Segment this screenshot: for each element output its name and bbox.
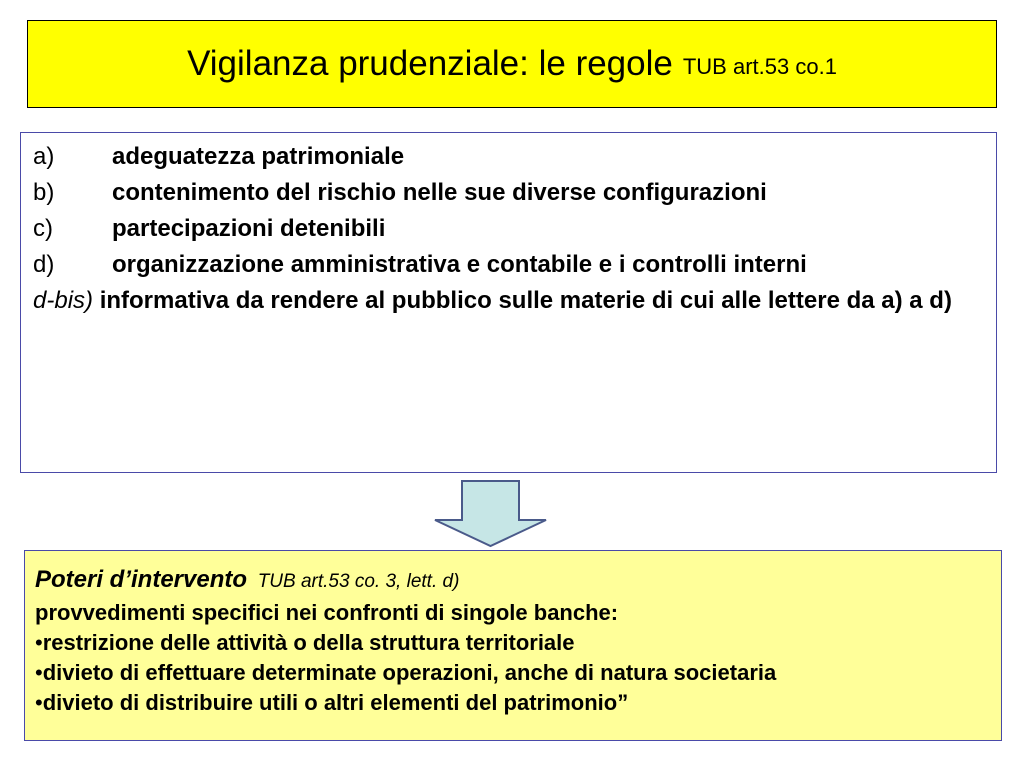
list-item-text: organizzazione amministrativa e contabile e i controlli interni	[112, 251, 807, 278]
list-item-label: c)	[33, 215, 53, 242]
bullet-item	[35, 658, 991, 688]
bullet-icon: •	[35, 660, 43, 685]
bullet-text: divieto di distribuire utili o altri elementi del patrimonio”	[42, 690, 629, 715]
list-item-label: d-bis)	[33, 287, 100, 314]
list-item	[33, 177, 984, 208]
bullet-item	[35, 628, 991, 658]
powers-heading-text: Poteri d’intervento	[35, 566, 248, 593]
slide-title-reference: TUB art.53 co.1	[682, 54, 837, 79]
list-item-text: contenimento del rischio nelle sue diverse configurazioni	[112, 179, 767, 206]
list-item-text: informativa da rendere al pubblico sulle materie di cui alle lettere da a) a d)	[99, 287, 952, 314]
down-arrow-icon	[433, 480, 548, 548]
list-item	[33, 249, 984, 280]
rules-list	[20, 132, 997, 473]
list-item	[33, 141, 984, 172]
bullet-text: divieto di effettuare determinate operazioni, anche di natura societaria	[42, 660, 777, 685]
slide-title: Vigilanza prudenziale: le regole	[187, 44, 673, 83]
bullet-icon: •	[35, 690, 43, 715]
powers-intro: provvedimenti specifici nei confronti di singole banche:	[35, 600, 619, 625]
list-item-text: partecipazioni detenibili	[112, 215, 386, 242]
list-item	[33, 213, 984, 244]
powers-box	[24, 550, 1002, 741]
bullet-item	[35, 688, 991, 718]
arrow-shape	[435, 481, 546, 546]
title-box	[27, 20, 997, 108]
list-item-label: a)	[33, 143, 55, 170]
powers-heading-reference: TUB art.53 co. 3, lett. d)	[257, 571, 460, 592]
bullet-icon: •	[35, 630, 43, 655]
powers-heading	[35, 563, 991, 598]
list-item-label: b)	[33, 179, 55, 206]
list-item-text: adeguatezza patrimoniale	[112, 143, 405, 170]
list-item	[33, 285, 984, 316]
bullet-text: restrizione delle attività o della struttura territoriale	[42, 630, 575, 655]
list-item-label: d)	[33, 251, 55, 278]
